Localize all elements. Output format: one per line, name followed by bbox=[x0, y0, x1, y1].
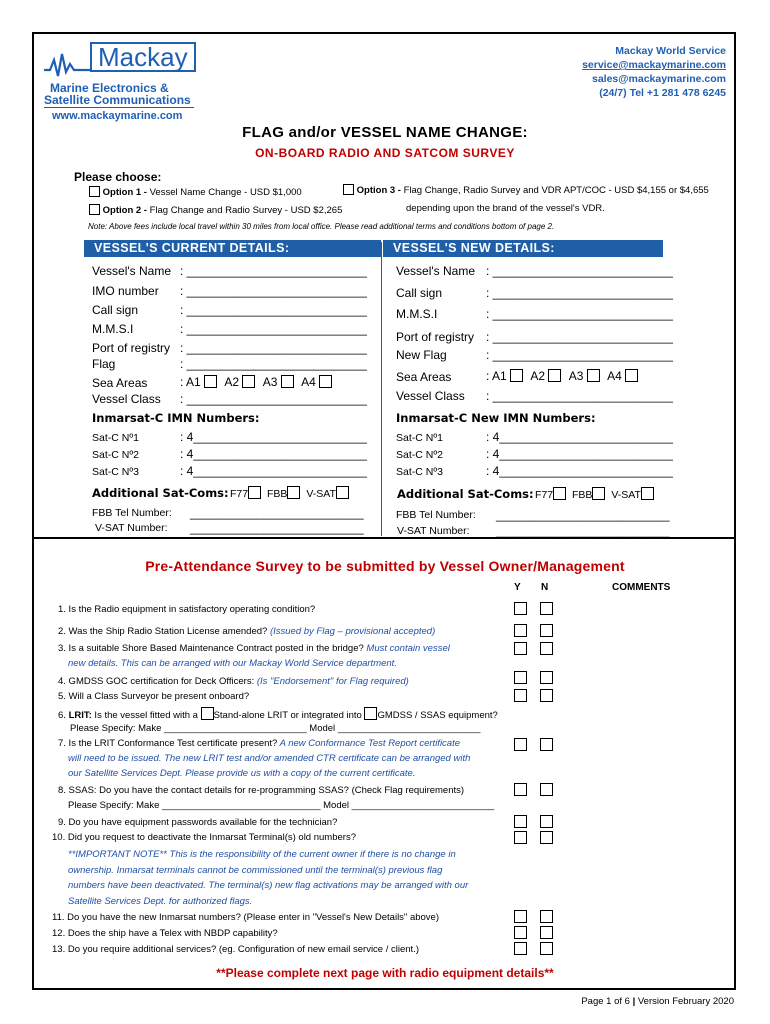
yes-checkbox[interactable] bbox=[514, 926, 527, 939]
current-vsat-number-label: V-SAT Number: bbox=[95, 522, 168, 534]
contact-email-sales[interactable]: sales@mackaymarine.com bbox=[592, 73, 726, 85]
yes-checkbox[interactable] bbox=[514, 942, 527, 955]
question-10: 10. Did you request to deactivate the Inmarsat Terminal(s) old numbers? bbox=[52, 832, 356, 843]
page-subtitle: ON-BOARD RADIO AND SATCOM SURVEY bbox=[255, 146, 515, 160]
new-mmsi-field[interactable]: : ___________________________ bbox=[486, 307, 673, 321]
question-3-text: 3. Is a suitable Shore Based Maintenance Contract posted in the bridge? bbox=[58, 643, 364, 654]
question-12: 12. Does the ship have a Telex with NBDP capability? bbox=[52, 928, 278, 939]
question-8: 8. SSAS: Do you have the contact details for re-programming SSAS? (Check Flag requirements) bbox=[58, 785, 465, 796]
new-satc2-label: Sat-C Nº2 bbox=[396, 449, 444, 461]
new-flag-field[interactable]: : ___________________________ bbox=[486, 348, 673, 362]
new-f77-label: F77 bbox=[535, 489, 554, 501]
logo-box bbox=[90, 42, 196, 72]
current-call-sign-label: Call sign bbox=[92, 303, 139, 317]
current-mmsi-field[interactable]: : ___________________________ bbox=[180, 322, 367, 336]
choose-heading: Please choose: bbox=[74, 170, 162, 184]
current-fbb-label: FBB bbox=[267, 488, 288, 500]
current-f77-label: F77 bbox=[230, 488, 249, 500]
question-10-note-2: ownership. Inmarsat terminals cannot be commissioned until the terminal(s) previous flag bbox=[68, 865, 443, 876]
current-flag-label: Flag bbox=[92, 357, 116, 371]
new-satc2-field[interactable]: : 4__________________________ bbox=[486, 447, 673, 461]
yes-column-header: Y bbox=[514, 582, 521, 593]
option-1-label: Option 1 - bbox=[102, 187, 147, 198]
current-inmarsat-heading: Inmarsat-C IMN Numbers: bbox=[92, 411, 260, 425]
option-1-text: Vessel Name Change - USD $1,000 bbox=[146, 187, 302, 198]
no-checkbox[interactable] bbox=[540, 689, 553, 702]
question-5: 5. Will a Class Surveyor be present onboard? bbox=[58, 691, 250, 702]
new-port-field[interactable]: : ___________________________ bbox=[486, 330, 673, 344]
new-vsat-number-field[interactable]: __________________________ bbox=[496, 524, 670, 538]
current-vessel-name-label: Vessel's Name bbox=[92, 264, 171, 278]
standalone-lrit-checkbox[interactable] bbox=[201, 707, 214, 720]
option-3-label: Option 3 - bbox=[356, 185, 401, 196]
current-satc1-field[interactable]: : 4__________________________ bbox=[180, 430, 367, 444]
new-vsat-checkbox[interactable] bbox=[641, 487, 654, 500]
current-additional-heading: Additional Sat-Coms: bbox=[92, 486, 229, 500]
contact-block bbox=[582, 44, 726, 100]
new-fbb-tel-label: FBB Tel Number: bbox=[396, 509, 476, 521]
current-imo-field[interactable]: : ___________________________ bbox=[180, 284, 367, 298]
question-7 bbox=[58, 738, 460, 750]
option-3[interactable] bbox=[343, 184, 709, 196]
option-2[interactable] bbox=[89, 204, 342, 216]
new-vessel-name-field[interactable]: : ___________________________ bbox=[486, 264, 673, 278]
question-6-text: Is the vessel fitted with a bbox=[91, 710, 198, 721]
page-number: Page 1 of 6 bbox=[581, 996, 630, 1007]
current-port-label: Port of registry bbox=[92, 341, 171, 355]
question-4 bbox=[58, 676, 409, 688]
question-10-note-3: numbers have been deactivated. The terminal(s) new flag activations may be arranged with our bbox=[68, 880, 469, 891]
question-3-note: Must contain vessel bbox=[363, 643, 450, 654]
new-satc1-label: Sat-C Nº1 bbox=[396, 432, 444, 444]
new-vessel-name-label: Vessel's Name bbox=[396, 264, 475, 278]
new-a4-checkbox[interactable] bbox=[625, 369, 638, 382]
no-checkbox[interactable] bbox=[540, 783, 553, 796]
current-details-banner: VESSEL'S CURRENT DETAILS: bbox=[84, 240, 381, 257]
no-checkbox[interactable] bbox=[540, 831, 553, 844]
new-inmarsat-heading: Inmarsat-C New IMN Numbers: bbox=[396, 411, 596, 425]
current-satc2-label: Sat-C Nº2 bbox=[92, 449, 140, 461]
bottom-note: **Please complete next page with radio equipment details** bbox=[216, 966, 554, 980]
no-checkbox[interactable] bbox=[540, 942, 553, 955]
question-7-note-cont2: our Satellite Services Dept. Please provide us with a copy of the current certificate. bbox=[68, 768, 416, 779]
logo-line1: Marine Electronics & bbox=[50, 81, 169, 95]
logo-url-link[interactable]: www.mackaymarine.com bbox=[52, 110, 183, 122]
yes-checkbox[interactable] bbox=[514, 815, 527, 828]
survey-title: Pre-Attendance Survey to be submitted by Vessel Owner/Management bbox=[145, 558, 625, 574]
current-fbb-checkbox[interactable] bbox=[287, 486, 300, 499]
option-1[interactable] bbox=[89, 186, 302, 198]
new-a1-label: : A1 bbox=[486, 369, 507, 383]
contact-email-service[interactable]: service@mackaymarine.com bbox=[582, 59, 726, 71]
fees-note: Note: Above fees include local travel within 30 miles from local office. Please read additional terms and conditions bottom of page 2. bbox=[88, 222, 555, 231]
current-vsat-label: V-SAT bbox=[306, 488, 336, 500]
question-3 bbox=[58, 643, 450, 655]
new-call-sign-label: Call sign bbox=[396, 286, 443, 300]
current-a3-label: A3 bbox=[262, 375, 278, 389]
new-vsat-number-label: V-SAT Number: bbox=[397, 525, 470, 537]
current-f77-checkbox[interactable] bbox=[248, 486, 261, 499]
current-a2-checkbox[interactable] bbox=[242, 375, 255, 388]
yes-checkbox[interactable] bbox=[514, 783, 527, 796]
current-vsat-checkbox[interactable] bbox=[336, 486, 349, 499]
question-4-note: (Is "Endorsement" for Flag required) bbox=[254, 676, 409, 687]
question-6-lrit: LRIT: bbox=[68, 710, 92, 721]
integrated-lrit-checkbox[interactable] bbox=[364, 707, 377, 720]
no-checkbox[interactable] bbox=[540, 738, 553, 751]
no-checkbox[interactable] bbox=[540, 671, 553, 684]
question-7-note: A new Conformance Test Report certificate bbox=[277, 738, 461, 749]
yes-checkbox[interactable] bbox=[514, 642, 527, 655]
new-flag-label: New Flag bbox=[396, 348, 447, 362]
new-a3-checkbox[interactable] bbox=[587, 369, 600, 382]
new-additional-options bbox=[535, 487, 654, 502]
new-f77-checkbox[interactable] bbox=[553, 487, 566, 500]
option-3-checkbox[interactable] bbox=[343, 184, 354, 195]
no-checkbox[interactable] bbox=[540, 642, 553, 655]
yes-checkbox[interactable] bbox=[514, 671, 527, 684]
new-a4-label: A4 bbox=[607, 369, 622, 383]
new-vessel-class-field[interactable]: : ___________________________ bbox=[486, 389, 673, 403]
new-details-banner: VESSEL'S NEW DETAILS: bbox=[383, 240, 663, 257]
wave-logo-icon bbox=[44, 50, 90, 80]
current-satc3-label: Sat-C Nº3 bbox=[92, 466, 140, 478]
current-a1-label: : A1 bbox=[180, 375, 201, 389]
logo-line2: Satellite Communications bbox=[44, 93, 191, 107]
new-satc3-label: Sat-C Nº3 bbox=[396, 466, 444, 478]
contact-phone: (24/7) Tel +1 281 478 6245 bbox=[599, 87, 726, 99]
question-13: 13. Do you require additional services? (eg. Configuration of new email service / client.) bbox=[52, 944, 419, 955]
current-additional-options bbox=[230, 486, 349, 501]
current-port-field[interactable]: : ___________________________ bbox=[180, 341, 367, 355]
no-checkbox[interactable] bbox=[540, 624, 553, 637]
new-fbb-checkbox[interactable] bbox=[592, 487, 605, 500]
current-flag-field[interactable]: : ___________________________ bbox=[180, 357, 367, 371]
new-fbb-label: FBB bbox=[572, 489, 593, 501]
no-checkbox[interactable] bbox=[540, 602, 553, 615]
question-6-option-b: GMDSS / SSAS equipment? bbox=[377, 710, 498, 721]
option-2-label: Option 2 - bbox=[102, 205, 147, 216]
yes-checkbox[interactable] bbox=[514, 910, 527, 923]
option-1-checkbox[interactable] bbox=[89, 186, 100, 197]
new-sea-areas-label: Sea Areas bbox=[396, 370, 452, 384]
question-6-number: 6. bbox=[58, 710, 66, 721]
question-8-specify[interactable]: Please Specify: Make ______________________________ Model ___________________________ bbox=[68, 800, 495, 811]
no-checkbox[interactable] bbox=[540, 926, 553, 939]
current-a4-label: A4 bbox=[301, 375, 316, 389]
question-11: 11. Do you have the new Inmarsat numbers? (Please enter in "Vessel's New Details" above) bbox=[52, 912, 439, 923]
new-mmsi-label: M.M.S.I bbox=[396, 307, 438, 321]
yes-checkbox[interactable] bbox=[514, 831, 527, 844]
question-2 bbox=[58, 626, 435, 638]
current-satc1-label: Sat-C Nº1 bbox=[92, 432, 140, 444]
no-column-header: N bbox=[541, 582, 549, 593]
option-3-text: Flag Change, Radio Survey and VDR APT/COC - USD $4,155 or $4,655 bbox=[400, 185, 709, 196]
current-a1-checkbox[interactable] bbox=[204, 375, 217, 388]
question-7-note-cont1: will need to be issued. The new LRIT test and/or amended CTR certificate can be arranged with bbox=[68, 753, 471, 764]
question-1: 1. Is the Radio equipment in satisfactory operating condition? bbox=[58, 604, 316, 615]
comments-column-header: COMMENTS bbox=[612, 582, 671, 593]
question-6-specify[interactable]: Please Specify: Make ___________________________ Model ___________________________ bbox=[70, 723, 481, 734]
details-divider bbox=[381, 242, 382, 536]
current-a2-label: A2 bbox=[224, 375, 240, 389]
current-vsat-number-field[interactable]: __________________________ bbox=[190, 521, 364, 535]
new-call-sign-field[interactable]: : ___________________________ bbox=[486, 286, 673, 300]
contact-company: Mackay World Service bbox=[615, 45, 726, 57]
new-vessel-class-label: Vessel Class bbox=[396, 389, 465, 403]
question-6 bbox=[58, 707, 498, 722]
current-sea-areas-label: Sea Areas bbox=[92, 376, 148, 390]
new-port-label: Port of registry bbox=[396, 330, 475, 344]
page-title: FLAG and/or VESSEL NAME CHANGE: bbox=[242, 124, 528, 141]
question-10-note-4: Satellite Services Dept. for authorized flags. bbox=[68, 896, 253, 907]
current-satc3-field[interactable]: : 4__________________________ bbox=[180, 464, 367, 478]
question-2-note: (Issued by Flag – provisional accepted) bbox=[267, 626, 436, 637]
question-3-note-cont: new details. This can be arranged with our Mackay World Service department. bbox=[68, 658, 397, 669]
section-divider bbox=[34, 537, 734, 539]
current-vessel-name-field[interactable]: : ___________________________ bbox=[180, 264, 367, 278]
version-label: Version February 2020 bbox=[637, 996, 734, 1007]
new-vsat-label: V-SAT bbox=[611, 489, 641, 501]
no-checkbox[interactable] bbox=[540, 910, 553, 923]
yes-checkbox[interactable] bbox=[514, 689, 527, 702]
current-fbb-tel-label: FBB Tel Number: bbox=[92, 507, 172, 519]
current-sea-areas-options bbox=[180, 375, 332, 389]
new-satc1-field[interactable]: : 4__________________________ bbox=[486, 430, 673, 444]
new-a3-label: A3 bbox=[568, 369, 584, 383]
current-vessel-class-label: Vessel Class bbox=[92, 392, 161, 406]
page-footer bbox=[581, 996, 734, 1007]
current-call-sign-field[interactable]: : ___________________________ bbox=[180, 303, 367, 317]
question-4-text: 4. GMDSS GOC certification for Deck Officers: bbox=[58, 676, 255, 687]
new-additional-heading: Additional Sat-Coms: bbox=[397, 487, 534, 501]
yes-checkbox[interactable] bbox=[514, 738, 527, 751]
new-a2-label: A2 bbox=[530, 369, 546, 383]
yes-checkbox[interactable] bbox=[514, 624, 527, 637]
current-mmsi-label: M.M.S.I bbox=[92, 322, 134, 336]
question-6-option-a: Stand-alone LRIT or integrated into bbox=[213, 710, 362, 721]
current-imo-label: IMO number bbox=[92, 284, 159, 298]
current-a3-checkbox[interactable] bbox=[281, 375, 294, 388]
no-checkbox[interactable] bbox=[540, 815, 553, 828]
new-sea-areas-options bbox=[486, 369, 638, 383]
question-9: 9. Do you have equipment passwords available for the technician? bbox=[58, 817, 338, 828]
new-fbb-tel-field[interactable]: __________________________ bbox=[496, 508, 670, 522]
current-fbb-tel-field[interactable]: __________________________ bbox=[190, 506, 364, 520]
new-satc3-field[interactable]: : 4__________________________ bbox=[486, 464, 673, 478]
current-satc2-field[interactable]: : 4__________________________ bbox=[180, 447, 367, 461]
yes-checkbox[interactable] bbox=[514, 602, 527, 615]
logo-name: Mackay bbox=[98, 42, 188, 72]
current-vessel-class-field[interactable]: : ___________________________ bbox=[180, 392, 367, 406]
current-a4-checkbox[interactable] bbox=[319, 375, 332, 388]
option-2-text: Flag Change and Radio Survey - USD $2,265 bbox=[146, 205, 343, 216]
option-3-text-cont: depending upon the brand of the vessel's VDR. bbox=[406, 203, 605, 214]
question-7-text: 7. Is the LRIT Conformance Test certificate present? bbox=[58, 738, 278, 749]
question-10-note-1: **IMPORTANT NOTE** This is the responsibility of the current owner if there is no change in bbox=[68, 849, 456, 860]
new-a2-checkbox[interactable] bbox=[548, 369, 561, 382]
option-2-checkbox[interactable] bbox=[89, 204, 100, 215]
new-a1-checkbox[interactable] bbox=[510, 369, 523, 382]
footer-separator: | bbox=[629, 996, 638, 1007]
question-2-text: 2. Was the Ship Radio Station License amended? bbox=[58, 626, 268, 637]
